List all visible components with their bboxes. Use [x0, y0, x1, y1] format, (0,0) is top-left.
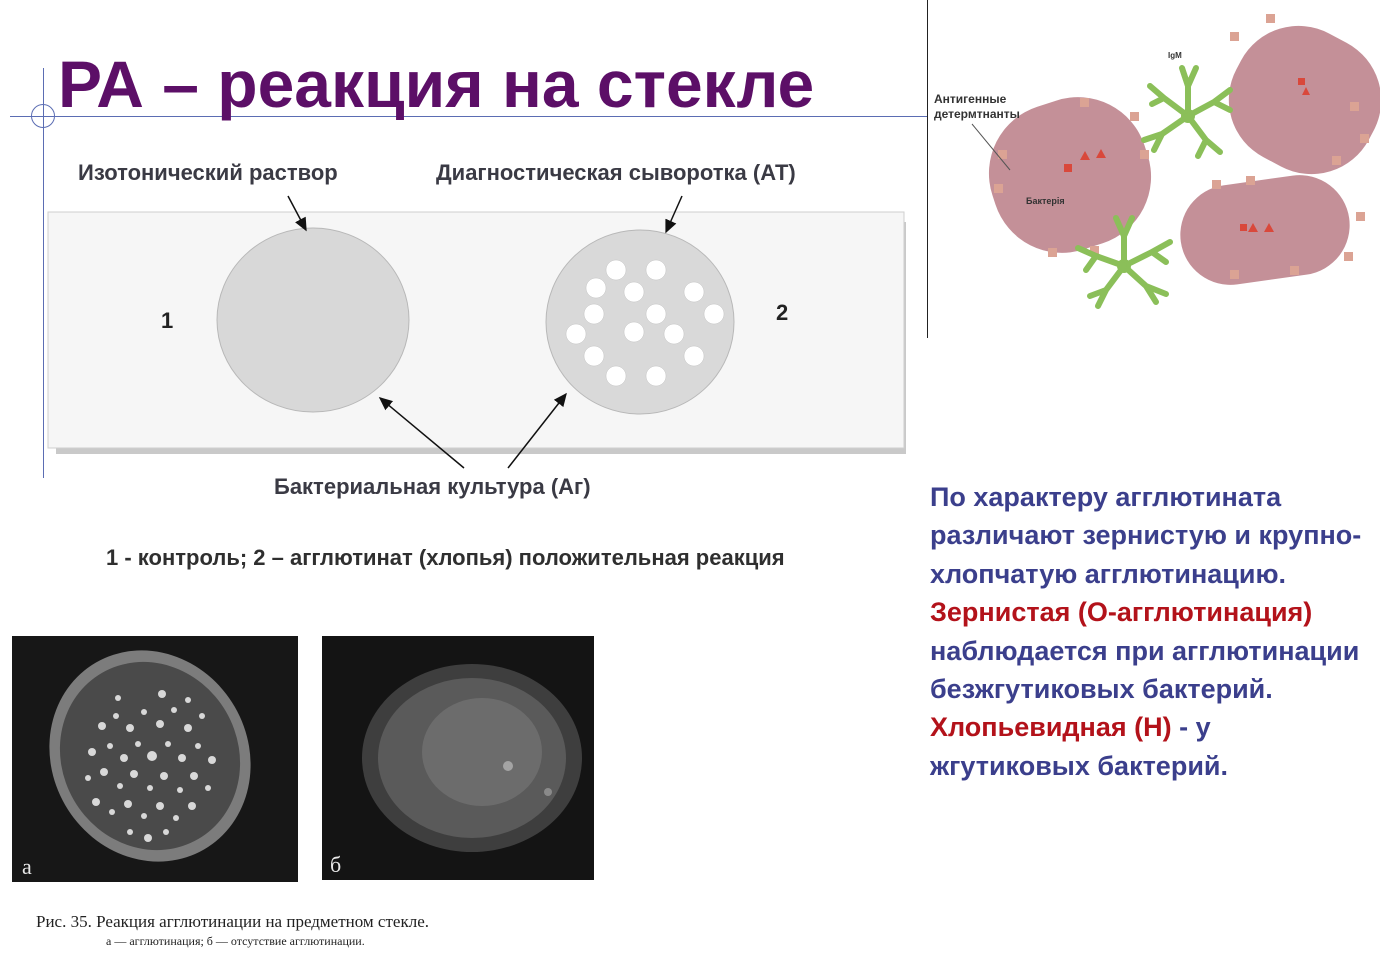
figure-caption-line2: а — агглютинация; б — отсутствие агглютинации.	[106, 934, 365, 948]
flake	[684, 282, 704, 302]
flake	[606, 366, 626, 386]
granular-description: наблюдается при агглютинации безжгутиковых бактерий.	[930, 635, 1360, 705]
description-intro: По характеру агглютината различают зернистую и крупно-хлопчатую агглютинацию.	[930, 482, 1362, 589]
glass-slide	[48, 212, 904, 448]
description-text	[930, 478, 1370, 785]
flake	[624, 282, 644, 302]
control-drop	[217, 228, 409, 412]
label-igm: IgM	[1168, 51, 1182, 60]
flake	[584, 304, 604, 324]
drop-number-2: 2	[776, 300, 789, 325]
photo-agglutination	[12, 636, 298, 882]
flake	[646, 260, 666, 280]
photo-agglutination-image	[12, 636, 298, 882]
flaky-term: Хлопьевидная (Н)	[930, 712, 1172, 743]
photo-no-agglutination-image	[322, 636, 594, 880]
figure-caption-line1: Рис. 35. Реакция агглютинации на предметном стекле.	[36, 912, 429, 931]
flaky-description: - у жгутиковых бактерий.	[930, 712, 1229, 781]
flake	[566, 324, 586, 344]
slide-title: РА – реакция на стекле	[58, 47, 815, 121]
flake	[586, 278, 606, 298]
flake	[664, 324, 684, 344]
label-culture: Бактериальная культура (Аг)	[274, 474, 591, 499]
flake	[646, 304, 666, 324]
igm-pentamer-top	[1144, 68, 1230, 156]
diagram-caption: 1 - контроль; 2 – агглютинат (хлопья) положительная реакция	[106, 545, 785, 570]
photo-no-agglutination	[322, 636, 594, 880]
photo-label-b: б	[330, 852, 342, 877]
bacterium-bottom-right	[1174, 169, 1356, 292]
flake	[646, 366, 666, 386]
flake	[584, 346, 604, 366]
agglutination-drop	[546, 230, 734, 414]
label-serum: Диагностическая сыворотка (АТ)	[436, 160, 796, 185]
label-antigenic-determinants: Антигенные детермтнанты	[934, 92, 1020, 121]
flake	[624, 322, 644, 342]
glass-slide-diagram	[0, 0, 930, 500]
photo-label-a: а	[22, 854, 32, 879]
flake	[606, 260, 626, 280]
bacteria-agglutination-diagram	[930, 0, 1380, 330]
flake	[684, 346, 704, 366]
label-bacteria: Бактерія	[1026, 196, 1065, 206]
flake	[704, 304, 724, 324]
label-isotonic: Изотонический раствор	[78, 160, 338, 185]
drop-number-1: 1	[161, 308, 174, 333]
granular-term: Зернистая (О-агглютинация)	[930, 597, 1313, 628]
